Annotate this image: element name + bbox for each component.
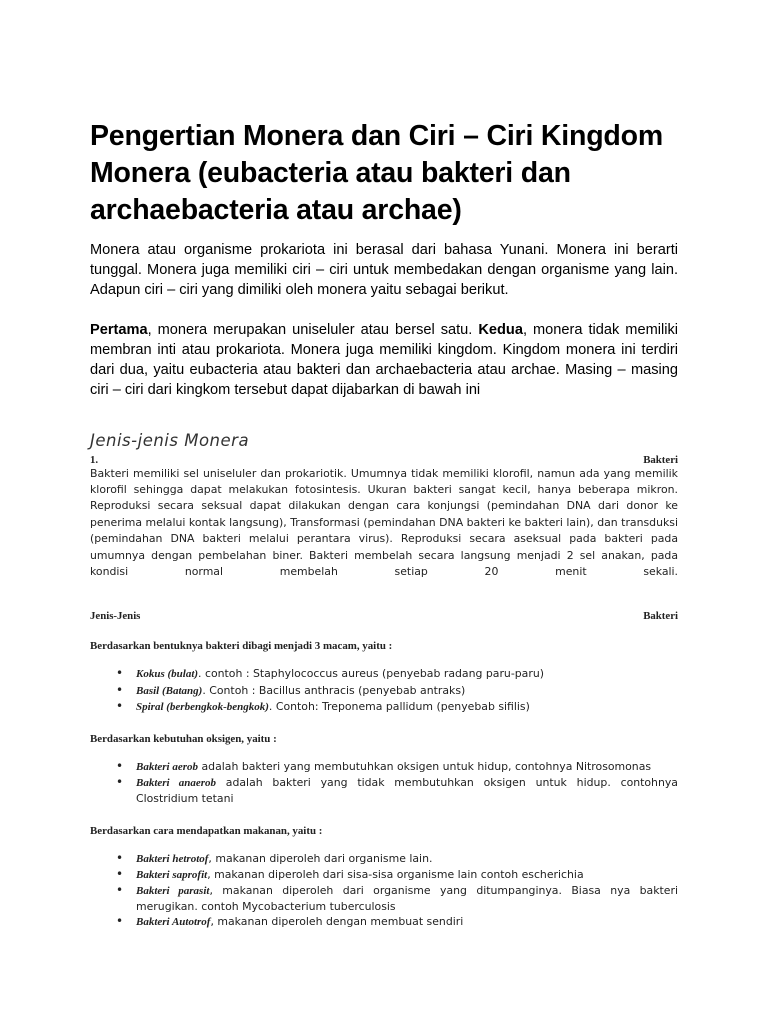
makanan-heading: Berdasarkan cara mendapatkan makanan, yaitu : — [90, 824, 323, 837]
list-item — [116, 867, 678, 883]
pertama-text: , monera merupakan uniseluler atau bersel satu. — [147, 322, 479, 339]
list-term: Bakteri Autotrof — [136, 916, 211, 929]
jenis-right-label: Bakteri — [643, 610, 678, 623]
list-item — [116, 699, 678, 715]
kedua-text: , monera tidak memiliki membran inti atau prokariota. Monera juga memiliki kingdom. Kingdom monera ini terdiri dari dua, yaitu eubacteria atau bakteri dan archaebacteria atau archae. Masing – masing ciri – ciri dari kingkom tersebut dapat dijabarkan di bawah ini — [90, 322, 678, 398]
list-term: Basil (Batang) — [136, 684, 203, 697]
oksigen-heading: Berdasarkan kebutuhan oksigen, yaitu : — [90, 733, 277, 746]
bentuk-heading: Berdasarkan bentuknya bakteri dibagi menjadi 3 macam, yaitu : — [90, 640, 393, 653]
list-text: adalah bakteri yang tidak membutuhkan oksigen untuk hidup. contohnya Clostridium tetani — [136, 776, 678, 806]
list-term: Spiral (berbengkok-bengkok) — [136, 700, 269, 713]
list-text: , makanan diperoleh dari organisme yang ditumpanginya. Biasa nya bakteri merugikan. contoh Mycobacterium tuberculosis — [136, 884, 678, 914]
list-text: , makanan diperoleh dari organisme lain. — [208, 851, 433, 865]
list-term: Kokus (bulat) — [136, 668, 199, 681]
list-term: Bakteri parasit — [136, 885, 210, 898]
list-item — [116, 914, 678, 930]
list-text: adalah bakteri yang membutuhkan oksigen untuk hidup, contohnya Nitrosomonas — [198, 760, 652, 774]
list-term: Bakteri hetrotof — [136, 852, 209, 865]
list-item — [116, 666, 678, 682]
list-text: . Contoh: Treponema pallidum (penyebab sifilis) — [268, 699, 530, 713]
list-item — [116, 759, 678, 775]
item-number: 1. — [90, 453, 99, 466]
ciri-paragraph — [90, 321, 678, 400]
list-text: , makanan diperoleh dari sisa-sisa organisme lain contoh escherichia — [207, 867, 584, 881]
list-item — [116, 683, 678, 699]
bakteri-paragraph: Bakteri memiliki sel uniseluler dan prokariotik. Umumnya tidak memiliki klorofil, namun ada yang memilik klorofil sehingga dapat melakukan fotosintesis. Ukuran bakteri sangat kecil, hanya beberapa mikron. Reproduksi secara seksual dapat dilakukan dengan cara konjungsi (pemindahan DNA dari donor ke penerima melalui kontak langsung), Transformasi (pemindahan DNA bakteri ke bakteri lain), dan transduksi (pemindahan DNA bakteri melalui perantara virus). Reproduksi secara aseksual pada bakteri pada umumnya dengan pembelahan biner. Bakteri membelah secara langsung menjadi 2 sel anakan, pada kondisi normal membelah setiap 20 menit sekali. — [90, 466, 678, 579]
oksigen-list — [90, 759, 678, 807]
intro-paragraph: Monera atau organisme prokariota ini berasal dari bahasa Yunani. Monera ini berarti tunggal. Monera juga memiliki ciri – ciri untuk membedakan dengan organisme yang lain. Adapun ciri – ciri yang dimiliki oleh monera yaitu sebagai berikut. — [90, 242, 678, 298]
makanan-list — [90, 851, 678, 931]
list-term: Bakteri saprofit — [136, 868, 208, 881]
list-item — [116, 883, 678, 914]
kedua-label: Kedua — [478, 322, 523, 339]
list-term: Bakteri aerob — [136, 761, 199, 774]
list-term: Bakteri anaerob — [136, 777, 216, 790]
jenis-heading-row — [90, 610, 678, 622]
item-label: Bakteri — [643, 453, 678, 466]
list-text: , makanan diperoleh dengan membuat sendiri — [210, 915, 464, 929]
list-text: . Contoh : Bacillus anthracis (penyebab antraks) — [202, 683, 466, 697]
list-text: . contoh : Staphylococcus aureus (penyebab radang paru-paru) — [198, 667, 544, 681]
list-item — [116, 851, 678, 867]
jenis-left-label: Jenis-Jenis — [90, 610, 141, 623]
section-subheading: Jenis-jenis Monera — [90, 430, 250, 450]
pertama-label: Pertama — [90, 322, 148, 339]
bentuk-list — [90, 666, 678, 715]
item-heading-row — [90, 454, 678, 466]
list-item — [116, 775, 678, 806]
page-title: Pengertian Monera dan Ciri – Ciri Kingdom Monera (eubacteria atau bakteri dan archaebacteria atau archae) — [90, 120, 663, 226]
